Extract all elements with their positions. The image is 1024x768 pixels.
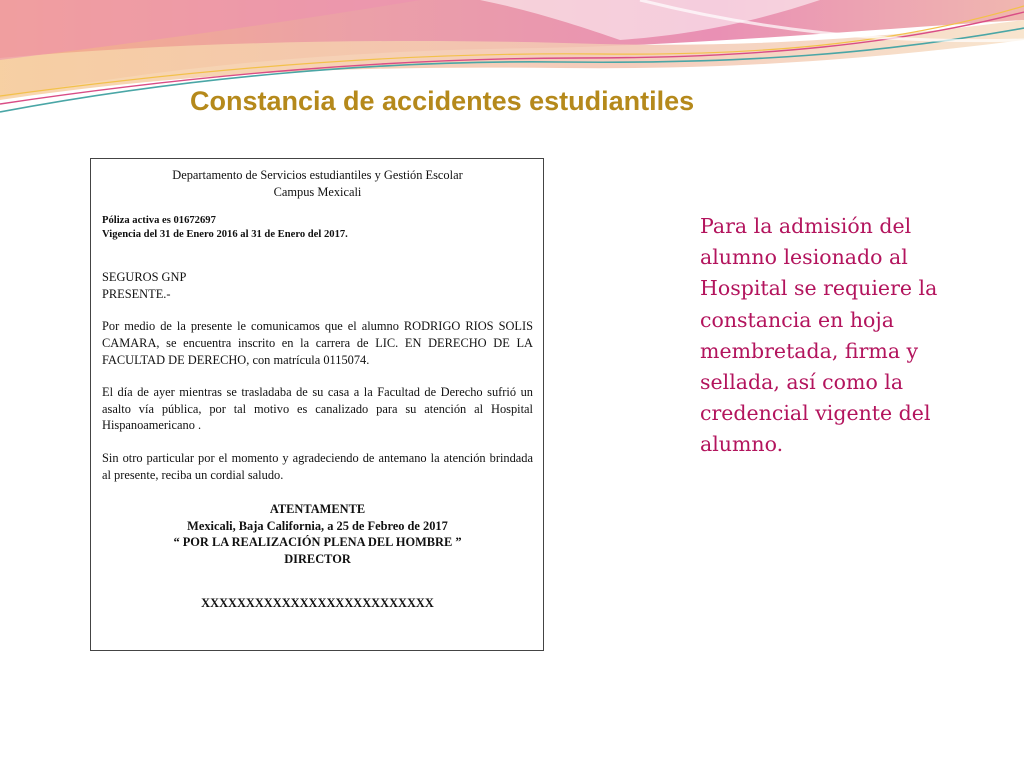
letter-policy: Póliza activa es 01672697 bbox=[102, 215, 216, 227]
letter-department: Departamento de Servicios estudiantiles y Gestión Escolar bbox=[172, 168, 463, 182]
letter-paragraph-3: Sin otro particular por el momento y agradeciendo de antemano la atención brindada al presente, reciba un cordial saludo. bbox=[102, 450, 533, 482]
letter-closing: ATENTAMENTE bbox=[269, 502, 366, 517]
letter-signature: XXXXXXXXXXXXXXXXXXXXXXXXXX bbox=[201, 595, 434, 610]
letter-paragraph-1: Por medio de la presente le comunicamos que el alumno RODRIGO RIOS SOLIS CAMARA, se encuentra inscrito en la carrera de LIC. EN DERECHO DE LA FACULTAD DE DERECHO, con matrícula 0115074. bbox=[102, 319, 533, 367]
slide-title: Constancia de accidentes estudiantiles bbox=[190, 86, 695, 116]
letter-campus: Campus Mexicali bbox=[273, 184, 362, 199]
letter-signer-title: DIRECTOR bbox=[284, 551, 351, 566]
letter-validity: Vigencia del 31 de Enero 2016 al 31 de Enero del 2017. bbox=[102, 229, 348, 241]
accident-certificate-letter bbox=[90, 158, 544, 651]
letter-presente: PRESENTE.- bbox=[102, 286, 171, 301]
letter-place-date: Mexicali, Baja California, a 25 de Febreo de 2017 bbox=[187, 518, 448, 533]
admission-requirements-note: Para la admisión del alumno lesionado al Hospital se requiere la constancia en hoja membretada, firma y sellada, así como la credencial vigente del alumno. bbox=[700, 214, 938, 457]
letter-addressee: SEGUROS GNP bbox=[102, 270, 187, 285]
letter-motto: “ POR LA REALIZACIÓN PLENA DEL HOMBRE ” bbox=[173, 535, 462, 550]
letter-paragraph-2: El día de ayer mientras se trasladaba de su casa a la Facultad de Derecho sufrió un asalto vía pública, por tal motivo es canalizado para su atención al Hospital Hispanoamericano . bbox=[102, 385, 533, 433]
